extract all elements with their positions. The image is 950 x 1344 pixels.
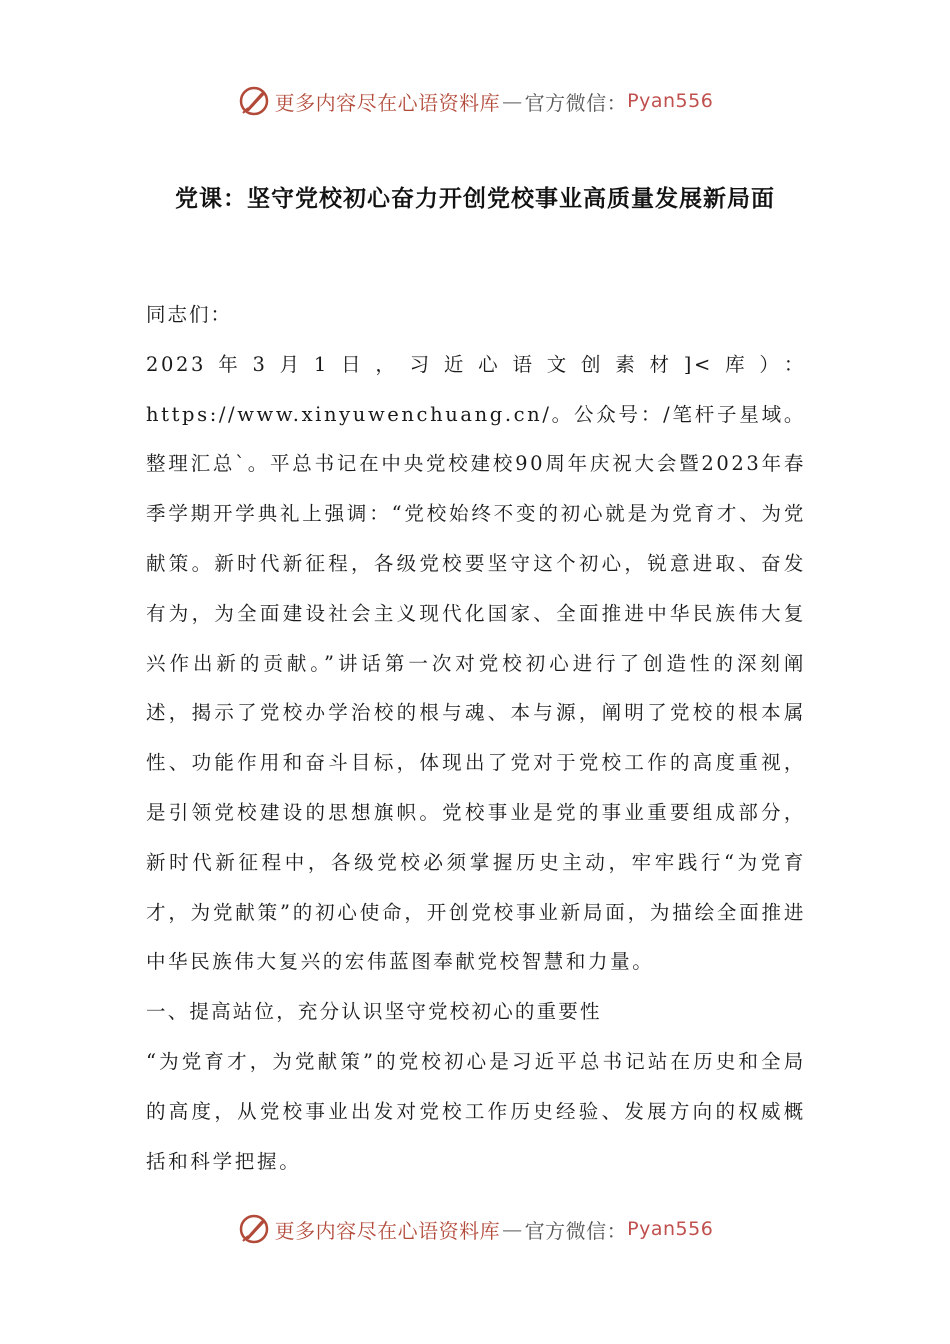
watermark-dash: — bbox=[502, 1217, 523, 1241]
paragraph-intro: 2023年3月1日，习近心语文创素材]<库）：https://www.xinyuwenchuang.cn/。公众号：/笔杆子星域。整理汇总`。平总书记在中央党校建校90周年庆祝大会暨2023年春季学期开学典礼上强调：“党校始终不变的初心就是为党育才、为党献策。新时代新征程，各级党校要坚守这个初心，锐意进取、奋发有为，为全面建设社会主义现代化国家、全面推进中华民族伟大复兴作出新的贡献。”讲话第一次对党校初心进行了创造性的深刻阐述，揭示了党校办学治校的根与魂、本与源，阐明了党校的根本属性、功能作用和奋斗目标，体现出了党对于党校工作的高度重视，是引领党校建设的思想旗帜。党校事业是党的事业重要组成部分，新时代新征程中，各级党校必须掌握历史主动，牢牢践行“为党育才，为党献策”的初心使命，开创党校事业新局面，为描绘全面推进中华民族伟大复兴的宏伟蓝图奉献党校智慧和力量。 bbox=[146, 352, 806, 974]
watermark-wechat-id: Pyan556 bbox=[627, 1218, 714, 1240]
document-title: 党课：坚守党校初心奋力开创党校事业高质量发展新局面 bbox=[175, 186, 775, 212]
quill-logo-icon bbox=[237, 1212, 271, 1246]
greeting: 同志们： bbox=[146, 303, 233, 326]
document-body bbox=[146, 290, 806, 1186]
header-watermark bbox=[0, 84, 950, 118]
watermark-dash: — bbox=[502, 89, 523, 113]
watermark-wechat-id: Pyan556 bbox=[627, 90, 714, 112]
footer-watermark bbox=[0, 1212, 950, 1246]
paragraph-section-1: “为党育才，为党献策”的党校初心是习近平总书记站在历史和全局的高度，从党校事业出发对党校工作历史经验、发展方向的权威概括和科学把握。 bbox=[146, 1049, 806, 1173]
watermark-brand: 更多内容尽在心语资料库 bbox=[274, 90, 501, 115]
watermark-wechat-label: 官方微信： bbox=[524, 90, 628, 115]
section-heading: 一、提高站位，充分认识坚守党校初心的重要性 bbox=[146, 1000, 602, 1024]
quill-logo-icon bbox=[237, 84, 271, 118]
watermark-brand: 更多内容尽在心语资料库 bbox=[274, 1218, 501, 1243]
watermark-wechat-label: 官方微信： bbox=[524, 1218, 628, 1243]
